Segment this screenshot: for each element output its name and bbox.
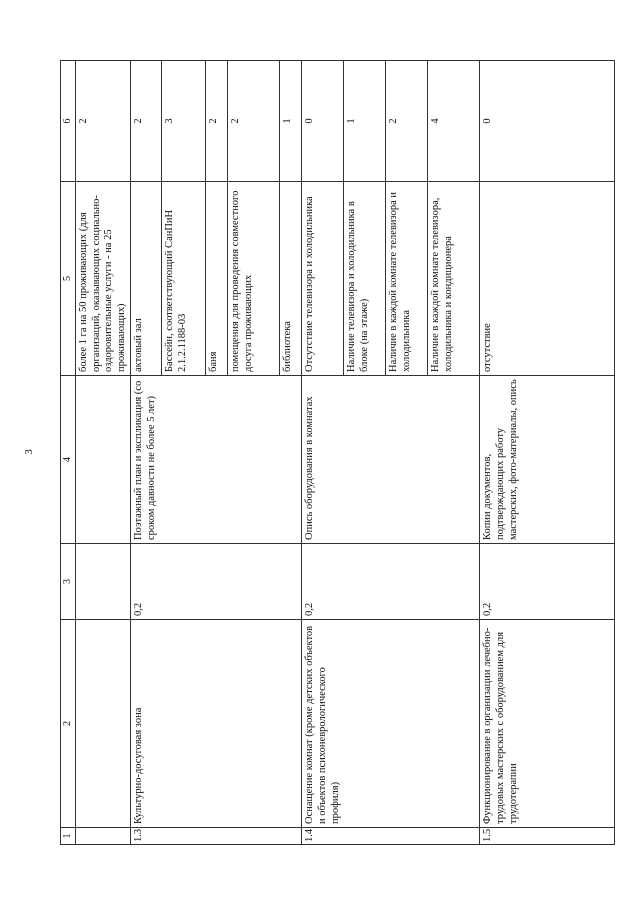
- header-cell: 2: [61, 620, 76, 828]
- header-cell: 3: [61, 544, 76, 620]
- indicator-cell: Отсутствие телевизора и холодильника: [302, 182, 344, 376]
- weight-cell: 0,2: [302, 544, 480, 620]
- score-cell: 1: [280, 61, 302, 182]
- document-cell: Копии документов, подтверждающих работу мастерских, фото-материалы, опись: [480, 376, 615, 544]
- criterion-cell: Оснащение комнат (кроме детских объектов и объектов психоневрологического профиля): [302, 620, 480, 828]
- table-row: [76, 61, 131, 845]
- score-cell: 2: [228, 61, 280, 182]
- score-cell: 4: [428, 61, 480, 182]
- table-row: [302, 61, 344, 845]
- table-row: [480, 61, 615, 845]
- weight-cell: 0,2: [480, 544, 615, 620]
- score-cell: 2: [76, 61, 131, 182]
- document-cell: Опись оборудования в комнатах: [302, 376, 480, 544]
- score-cell: 1: [344, 61, 386, 182]
- row-number: 1.4: [302, 828, 480, 845]
- row-number: [76, 828, 131, 845]
- document-cell: [76, 376, 131, 544]
- page-number: 3: [22, 449, 35, 455]
- header-cell: 1: [61, 828, 76, 845]
- indicator-cell: библиотека: [280, 182, 302, 376]
- header-cell: 6: [61, 61, 76, 182]
- criteria-table: [60, 60, 615, 845]
- indicator-cell: Наличие в каждой комнате телевизора и холодильника: [386, 182, 428, 376]
- score-cell: 2: [386, 61, 428, 182]
- header-cell: 4: [61, 376, 76, 544]
- row-number: 1.5: [480, 828, 615, 845]
- indicator-cell: помещения для проведения совместного досуга проживающих: [228, 182, 280, 376]
- header-row: [61, 61, 76, 845]
- indicator-cell: Наличие телевизора и холодильника в блоке (на этаже): [344, 182, 386, 376]
- criterion-cell: Функционирование в организации лечебно-трудовых мастерских с оборудованием для трудотерапии: [480, 620, 615, 828]
- rotated-table-container: [60, 61, 615, 845]
- score-cell: 2: [206, 61, 228, 182]
- indicator-cell: актовый зал: [131, 182, 162, 376]
- table-row: [131, 61, 162, 845]
- weight-cell: 0,2: [131, 544, 302, 620]
- document-cell: Поэтажный план и экспликация (со сроком давности не более 5 лет): [131, 376, 302, 544]
- indicator-cell: баня: [206, 182, 228, 376]
- criterion-cell: [76, 620, 131, 828]
- score-cell: 0: [302, 61, 344, 182]
- score-cell: 2: [131, 61, 162, 182]
- indicator-cell: Бассейн, соответствующий СанПиН 2.1.2.1188-03: [162, 182, 206, 376]
- score-cell: 3: [162, 61, 206, 182]
- criterion-cell: Культурно-досуговая зона: [131, 620, 302, 828]
- score-cell: 0: [480, 61, 615, 182]
- weight-cell: [76, 544, 131, 620]
- row-number: 1.3: [131, 828, 302, 845]
- header-cell: 5: [61, 182, 76, 376]
- indicator-cell: отсутствие: [480, 182, 615, 376]
- indicator-cell: Наличие в каждой комнате телевизора, холодильника и кондиционера: [428, 182, 480, 376]
- indicator-cell: более 1 га на 50 проживающих (для организаций, оказывающих социально-оздоровительные услуги - на 25 проживающих): [76, 182, 131, 376]
